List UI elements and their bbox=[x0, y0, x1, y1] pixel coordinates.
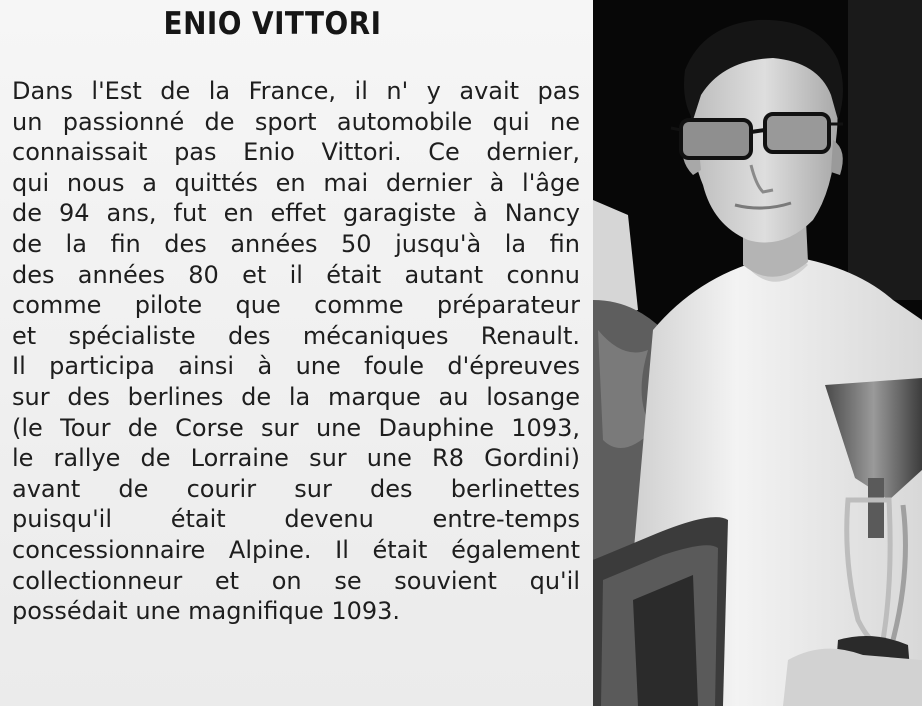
article-line: connaissait pas Enio Vittori. Ce dernier, bbox=[12, 138, 580, 167]
article-line: (le Tour de Corse sur une Dauphine 1093, bbox=[12, 413, 580, 442]
article-body bbox=[12, 76, 580, 627]
article-line: un passionné de sport automobile qui ne bbox=[12, 107, 580, 136]
article-line: qui nous a quittés en mai dernier à l'âge bbox=[12, 168, 580, 197]
article-line: de la fin des années 50 jusqu'à la fin bbox=[12, 229, 580, 258]
portrait-photo bbox=[593, 0, 922, 706]
article-line: des années 80 et il était autant connu bbox=[12, 260, 580, 289]
article-line: Il participa ainsi à une foule d'épreuves bbox=[12, 352, 580, 381]
article-title: ENIO VITTORI bbox=[163, 6, 382, 42]
article-line: possédait une magnifique 1093. bbox=[12, 597, 401, 626]
article-line: de 94 ans, fut en effet garagiste à Nancy bbox=[12, 199, 580, 228]
article-line: puisqu'il était devenu entre-temps bbox=[12, 505, 580, 534]
article-line: concessionnaire Alpine. Il était également bbox=[12, 535, 580, 564]
article-line: et spécialiste des mécaniques Renault. bbox=[12, 321, 580, 350]
article-line: avant de courir sur des berlinettes bbox=[12, 474, 580, 503]
article-line: comme pilote que comme préparateur bbox=[12, 291, 580, 320]
article-line: le rallye de Lorraine sur une R8 Gordini) bbox=[12, 444, 580, 473]
article-line: collectionneur et on se souvient qu'il bbox=[12, 566, 580, 595]
article-line: sur des berlines de la marque au losange bbox=[12, 382, 580, 411]
article-line: Dans l'Est de la France, il n' y avait pas bbox=[12, 77, 580, 105]
